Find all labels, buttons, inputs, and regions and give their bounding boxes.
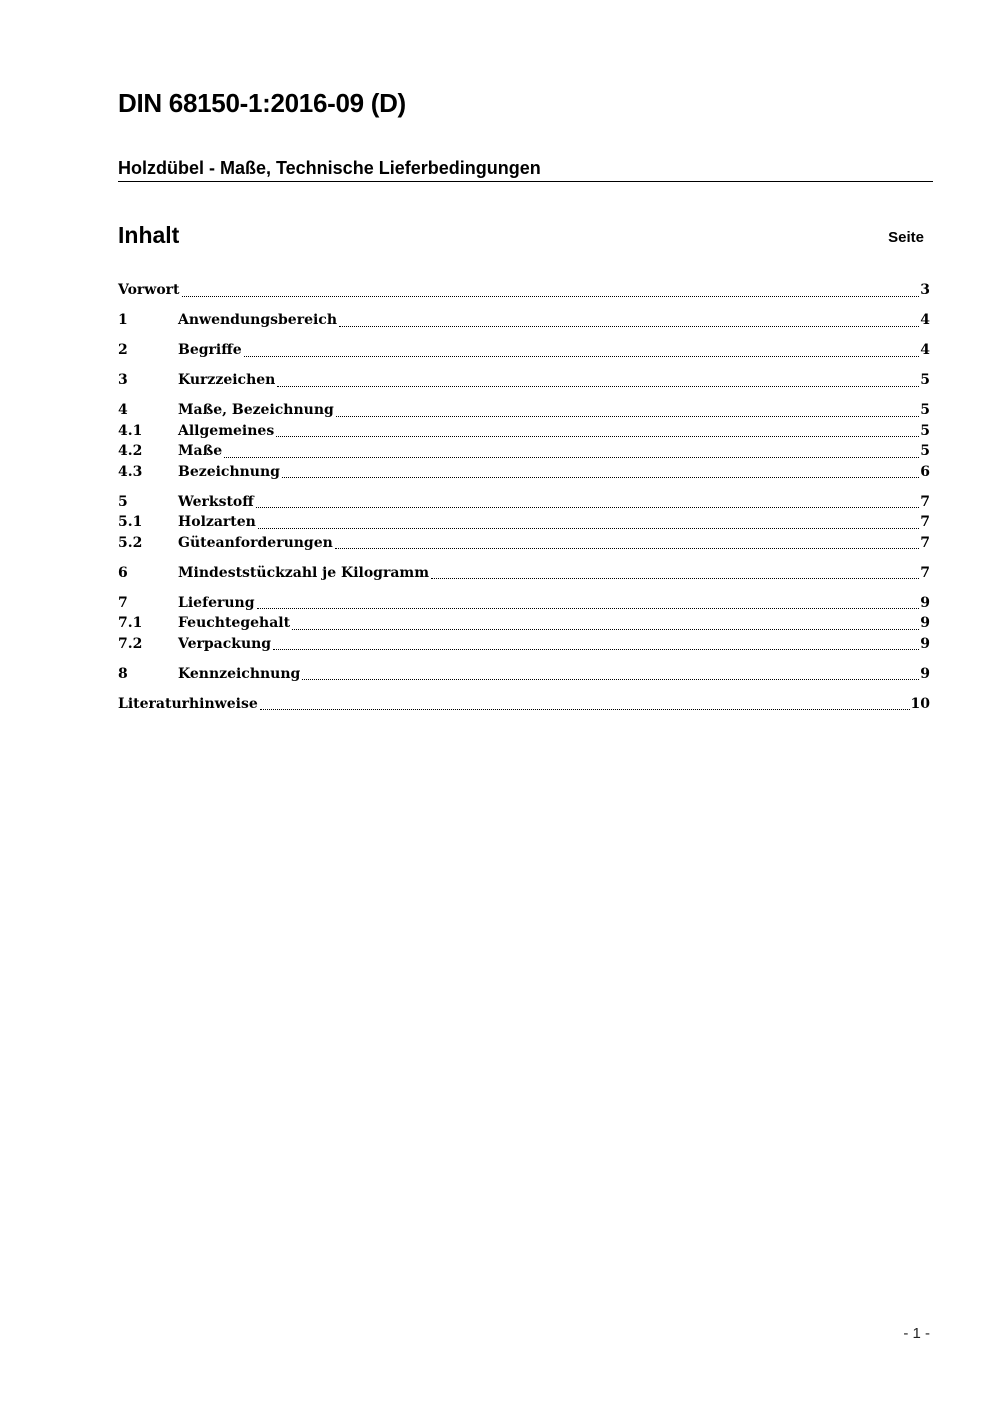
toc-entry-page: 9 (920, 594, 930, 611)
toc-dot-leader (302, 679, 919, 680)
toc-entry-6[interactable] (118, 563, 930, 584)
toc-entry-page: 7 (920, 534, 930, 551)
toc-entry-number: 4.3 (118, 463, 143, 480)
toc-entry-number: 8 (118, 665, 128, 682)
toc-entry-text: Güteanforderungen (178, 534, 333, 551)
toc-entry-number: 5 (118, 493, 128, 510)
toc-entry-7-1[interactable] (118, 613, 930, 634)
toc-entry-number: 1 (118, 312, 128, 328)
toc-entry-number: 4 (118, 402, 128, 418)
toc-entry-page: 4 (920, 312, 930, 328)
toc-dot-leader (244, 356, 920, 357)
toc-entry-number: 7.1 (118, 615, 143, 631)
toc-entry-number: 4.1 (118, 422, 143, 439)
toc-entry-8[interactable] (118, 664, 930, 685)
toc-entry-text: Begriffe (178, 342, 242, 358)
toc-dot-leader (339, 326, 919, 327)
toc-entry-text: Literaturhinweise (118, 695, 258, 712)
toc-entry-page: 5 (920, 402, 930, 418)
toc-entry-number: 4.2 (118, 443, 143, 459)
toc-entry-vorwort[interactable] (118, 280, 930, 301)
toc-entry-text: Anwendungsbereich (178, 312, 337, 328)
toc-entry-number: 7.2 (118, 635, 143, 652)
toc-entry-page: 7 (920, 493, 930, 510)
toc-entry-text: Holzarten (178, 514, 256, 530)
toc-entry-page: 3 (920, 282, 930, 298)
toc-entry-text: Maße, Bezeichnung (178, 402, 334, 418)
toc-entry-page: 7 (920, 564, 930, 581)
toc-entry-page: 4 (920, 342, 930, 358)
toc-dot-leader (335, 548, 919, 549)
toc-entry-text: Werkstoff (178, 493, 254, 510)
toc-entry-4-1[interactable] (118, 421, 930, 442)
toc-dot-leader (277, 386, 919, 387)
toc-entry-page: 5 (920, 443, 930, 459)
toc-entry-text: Vorwort (118, 282, 180, 298)
toc-entry-text: Lieferung (178, 594, 255, 611)
toc-entry-number: 5.2 (118, 534, 143, 551)
toc-entry-page: 10 (910, 695, 930, 712)
toc-entry-number: 5.1 (118, 514, 143, 530)
toc-page-column-label: Seite (888, 229, 924, 246)
toc-entry-number: 3 (118, 372, 128, 388)
page-number: - 1 - (903, 1325, 930, 1342)
toc-entry-3[interactable] (118, 370, 930, 391)
toc-entry-number: 7 (118, 594, 128, 611)
toc-entry-text: Kurzzeichen (178, 372, 276, 388)
toc-entry-page: 9 (920, 615, 930, 631)
toc-entry-text: Kennzeichnung (178, 665, 301, 682)
toc-entry-5-2[interactable] (118, 533, 930, 554)
toc-entry-text: Allgemeines (178, 422, 275, 439)
toc-dot-leader (292, 629, 919, 630)
toc-dot-leader (182, 296, 920, 297)
toc-dot-leader (431, 578, 919, 579)
toc-entry-text: Bezeichnung (178, 463, 280, 480)
toc-entry-text: Maße (178, 443, 223, 459)
toc-entry-page: 5 (920, 422, 930, 439)
toc-entry-4-3[interactable] (118, 462, 930, 483)
toc-dot-leader (276, 436, 919, 437)
toc-dot-leader (258, 528, 919, 529)
toc-entry-1[interactable] (118, 310, 930, 331)
toc-entry-text: Feuchtegehalt (178, 615, 291, 631)
toc-dot-leader (336, 416, 919, 417)
toc-heading: Inhalt (118, 222, 180, 248)
toc-entry-5-1[interactable] (118, 512, 930, 533)
toc-entry-number: 2 (118, 342, 128, 358)
toc-entry-5[interactable] (118, 492, 930, 513)
toc-dot-leader (224, 457, 919, 458)
toc-dot-leader (273, 649, 919, 650)
table-of-contents (118, 280, 930, 714)
toc-dot-leader (256, 507, 920, 508)
toc-entry-page: 5 (920, 372, 930, 388)
toc-dot-leader (260, 709, 910, 710)
toc-entry-page: 9 (920, 665, 930, 682)
toc-entry-4-2[interactable] (118, 441, 930, 462)
toc-entry-7-2[interactable] (118, 634, 930, 655)
toc-entry-text: Verpackung (178, 635, 272, 652)
toc-entry-4[interactable] (118, 400, 930, 421)
toc-entry-2[interactable] (118, 340, 930, 361)
toc-entry-literaturhinweise[interactable] (118, 694, 930, 715)
toc-entry-text: Mindeststückzahl je Kilogramm (178, 564, 430, 581)
toc-entry-page: 6 (920, 463, 930, 480)
toc-entry-number: 6 (118, 564, 128, 581)
document-title: DIN 68150-1:2016-09 (D) (118, 88, 406, 118)
toc-entry-page: 9 (920, 635, 930, 652)
toc-dot-leader (282, 477, 919, 478)
toc-entry-7[interactable] (118, 593, 930, 614)
toc-dot-leader (257, 608, 920, 609)
document-subtitle: Holzdübel - Maße, Technische Lieferbedingungen (118, 158, 933, 182)
toc-entry-page: 7 (920, 514, 930, 530)
